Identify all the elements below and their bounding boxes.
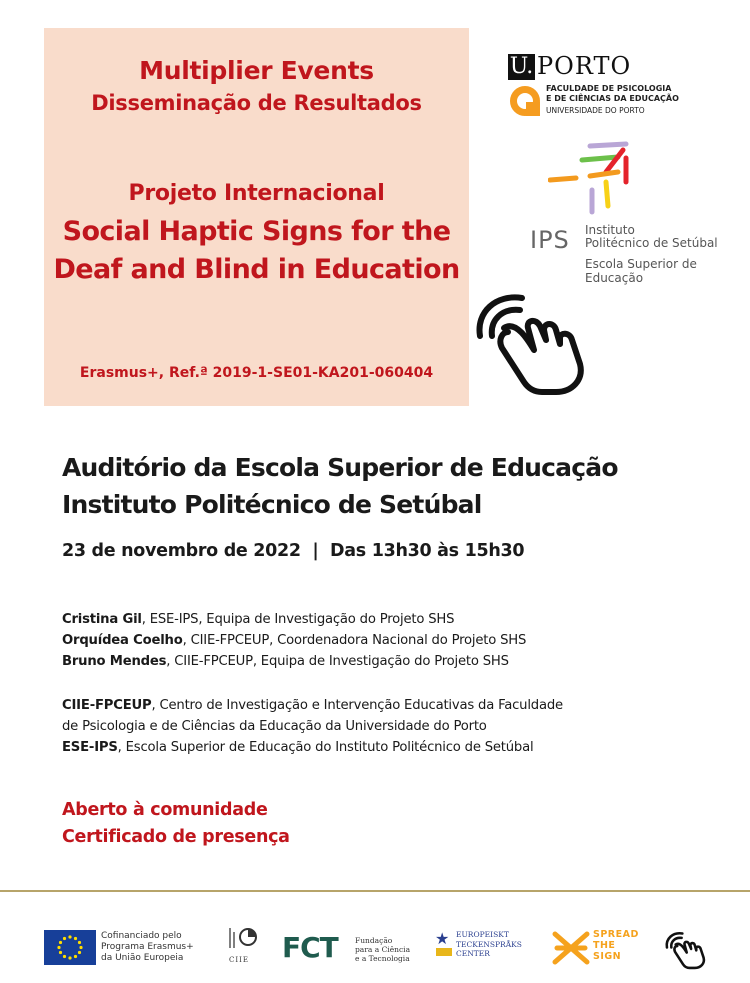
- date-time: 23 de novembro de 2022 | Das 13h30 às 15h30: [62, 541, 525, 561]
- list-item: Cristina Gil, ESE-IPS, Equipa de Investigação do Projeto SHS: [62, 612, 455, 627]
- eu-flag-icon: [44, 930, 96, 965]
- institutions-list: [62, 695, 563, 758]
- venue-line1: Auditório da Escola Superior de Educação: [62, 453, 618, 482]
- ips-school-name: Escola Superior de Educação: [585, 257, 697, 285]
- fpce-circle-icon: [510, 86, 540, 116]
- project-title-line2: Deaf and Blind in Education: [53, 254, 460, 285]
- project-title-line1: Social Haptic Signs for the: [62, 216, 451, 247]
- ciie-mark-icon: [224, 924, 264, 954]
- certificate-notice: Certificado de presença: [62, 827, 290, 847]
- ciie-label: CIIE: [229, 956, 249, 964]
- hero-subtitle: Disseminação de Resultados: [91, 91, 422, 115]
- eu-cofunding-text: Cofinanciado pelo Programa Erasmus+ da União Europeia: [101, 931, 194, 963]
- university-name: UNIVERSIDADE DO PORTO: [546, 106, 645, 115]
- ips-logo: [530, 140, 730, 290]
- list-item: ESE-IPS, Escola Superior de Educação do Instituto Politécnico de Setúbal: [62, 740, 534, 755]
- fpce-name: FACULDADE DE PSICOLOGIA E DE CIÊNCIAS DA EDUCAÇÃO: [546, 84, 679, 103]
- uporto-wordmark: PORTO: [537, 52, 632, 80]
- hero-banner: [44, 28, 469, 406]
- uporto-u-mark: U.: [509, 54, 534, 79]
- open-to-community: Aberto à comunidade: [62, 800, 268, 820]
- ips-marks-icon: [548, 140, 648, 220]
- fct-logo: FCT: [282, 931, 338, 964]
- erasmus-reference: Erasmus+, Ref.ª 2019-1-SE01-KA201-060404: [79, 365, 434, 381]
- attendance-info: [62, 797, 290, 851]
- list-item: Orquídea Coelho, CIIE-FPCEUP, Coordenadora Nacional do Projeto SHS: [62, 633, 527, 648]
- spread-the-sign-text: SPREAD THE SIGN: [593, 929, 639, 962]
- list-item: de Psicologia e de Ciências da Educação da Universidade do Porto: [62, 719, 487, 734]
- uporto-logo: [508, 52, 718, 122]
- venue: [62, 449, 618, 523]
- hero-title: Multiplier Events: [139, 56, 374, 85]
- spread-the-sign-icon: [551, 928, 591, 968]
- ciie-logo: [224, 924, 264, 970]
- venue-line2: Instituto Politécnico de Setúbal: [62, 490, 482, 519]
- sign-language-center-name: EUROPEISKT TECKENSPRÅKS CENTER: [456, 930, 522, 958]
- sponsor-logos: [0, 910, 750, 980]
- haptic-hand-small-icon: [664, 928, 708, 972]
- list-item: Bruno Mendes, CIIE-FPCEUP, Equipa de Investigação do Projeto SHS: [62, 654, 509, 669]
- project-label: Projeto Internacional: [128, 181, 385, 206]
- haptic-hand-icon: [472, 288, 592, 398]
- fct-name: Fundação para a Ciência e a Tecnologia: [355, 936, 411, 963]
- list-item: CIIE-FPCEUP, Centro de Investigação e Intervenção Educativas da Faculdade: [62, 698, 563, 713]
- ips-institute-name: Instituto Politécnico de Setúbal: [585, 223, 718, 250]
- crown-icon: [436, 948, 452, 956]
- speakers-list: [62, 609, 526, 672]
- footer-divider: [0, 890, 750, 892]
- star-icon: ★: [435, 929, 450, 948]
- ips-acronym: IPS: [530, 226, 570, 254]
